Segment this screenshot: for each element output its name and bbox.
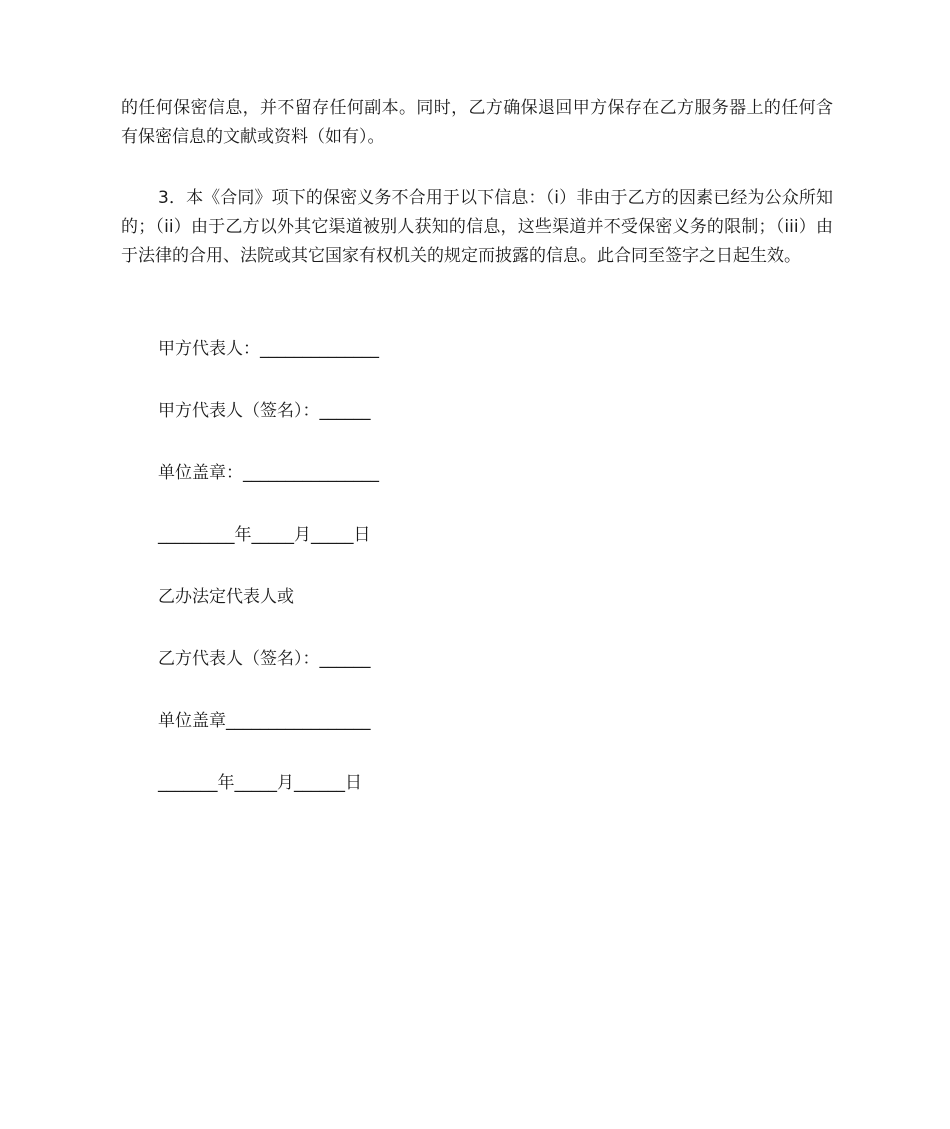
party-b-date-line: _______年_____月______日: [158, 773, 362, 793]
party-a-signature-line: 甲方代表人（签名）：______: [158, 401, 371, 421]
paragraph-clause-3: 3．本《合同》项下的保密义务不合用于以下信息：（i）非由于乙方的因素已经为公众所知的；（ii）由于乙方以外其它渠道被别人获知的信息，这些渠道并不受保密义务的限制；（iii）由于法律的合用、法院或其它国家有权机关的规定而披露的信息。此合同至签字之日起生效。: [121, 188, 833, 266]
party-b-signature-line: 乙方代表人（签名）：______: [158, 649, 371, 669]
party-b-seal-line: 单位盖章_________________: [158, 711, 371, 731]
party-a-seal-line: 单位盖章：________________: [158, 463, 379, 483]
party-a-representative-line: 甲方代表人：______________: [158, 339, 379, 359]
party-b-legal-representative-line: 乙办法定代表人或: [158, 587, 294, 607]
paragraph-confidential-return: 的任何保密信息，并不留存任何副本。同时，乙方确保退回甲方保存在乙方服务器上的任何含有保密信息的文献或资料（如有）。: [121, 98, 833, 147]
party-a-date-line: _________年_____月_____日: [158, 525, 371, 545]
